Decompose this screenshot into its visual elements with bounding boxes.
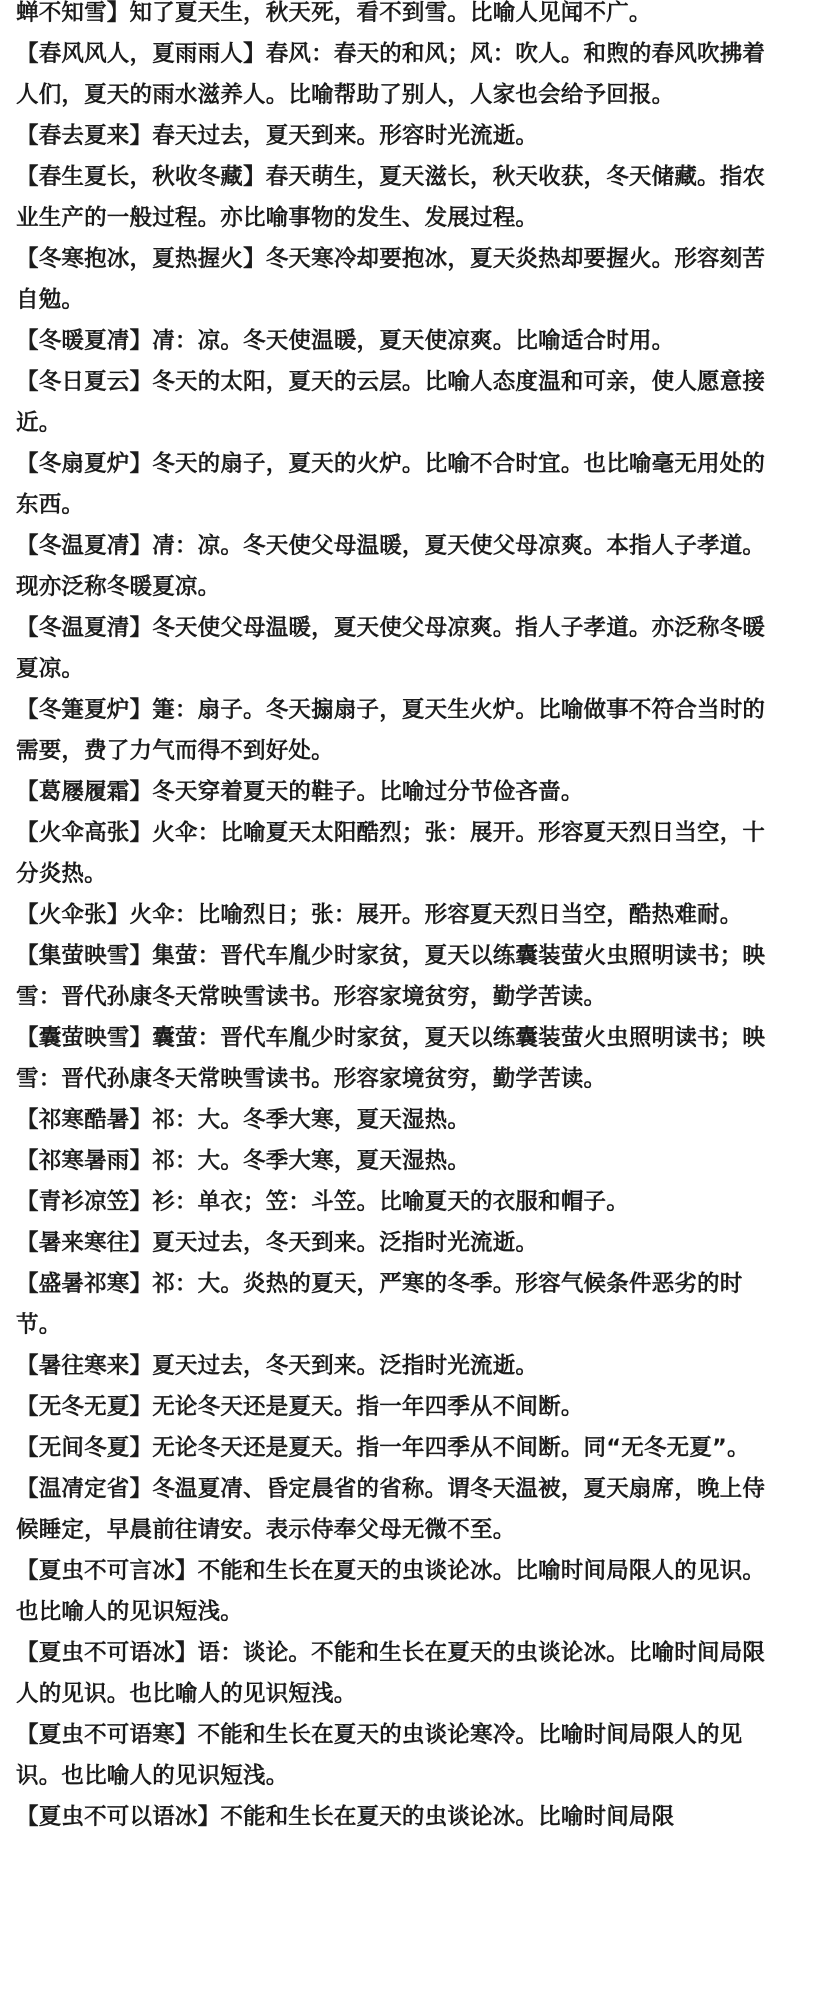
bracket-open: 【	[16, 533, 39, 559]
idiom-definition: 夏天过去，冬天到来。泛指时光流逝。	[152, 1230, 539, 1256]
idiom-term: 囊萤映雪	[38, 1025, 130, 1051]
idiom-definition: 火伞：比喻夏天太阳酷烈；张：展开。形容夏天烈日当空，十分炎热。	[16, 820, 766, 887]
bracket-close: 】	[106, 902, 130, 928]
bracket-close: 】	[129, 615, 153, 641]
idiom-term: 青衫凉笠	[38, 1189, 130, 1215]
bracket-close: 】	[174, 1722, 198, 1748]
bracket-open: 【	[16, 820, 39, 846]
idiom-definition: 囊萤：晋代车胤少时家贫，夏天以练囊装萤火虫照明读书；映雪：晋代孙康冬天常映雪读书。形容家境贫穷，勤学苦读。	[16, 1025, 766, 1092]
idiom-entry	[16, 690, 776, 772]
idiom-entry	[16, 1141, 776, 1182]
bracket-open: 【	[16, 246, 39, 272]
idiom-definition: 冬天寒冷却要抱冰，夏天炎热却要握火。形容刻苦自勉。	[16, 246, 766, 313]
idiom-definition: 冬天的太阳，夏天的云层。比喻人态度温和可亲，使人愿意接近。	[16, 369, 766, 436]
idiom-entry	[16, 895, 776, 936]
bracket-close: 】	[129, 123, 153, 149]
idiom-definition: 祁：大。冬季大寒，夏天湿热。	[152, 1148, 471, 1174]
idiom-entry	[16, 1797, 776, 1838]
idiom-entry	[16, 444, 776, 526]
idiom-term: 冬箑夏炉	[38, 697, 130, 723]
bracket-close: 】	[129, 328, 153, 354]
idiom-definition: 不能和生长在夏天的虫谈论冰。比喻时间局限人的见识。也比喻人的见识短浅。	[16, 1558, 766, 1625]
idiom-definition: 衫：单衣；笠：斗笠。比喻夏天的衣服和帽子。	[152, 1189, 629, 1215]
bracket-open: 【	[16, 1394, 39, 1420]
idiom-entry	[16, 936, 776, 1018]
idiom-definition: 冬天穿着夏天的鞋子。比喻过分节俭吝啬。	[152, 779, 584, 805]
idiom-term: 暑往寒来	[38, 1353, 130, 1379]
idiom-term: 春风风人，夏雨雨人	[38, 41, 244, 67]
bracket-close: 】	[129, 533, 153, 559]
bracket-close: 】	[129, 943, 153, 969]
idiom-definition: 冬温夏凊、昏定晨省的省称。谓冬天温被，夏天扇席，晚上侍候睡定，早晨前往请安。表示侍奉父母无微不至。	[16, 1476, 766, 1543]
idiom-term: 冬暖夏凊	[38, 328, 130, 354]
idiom-definition: 无论冬天还是夏天。指一年四季从不间断。同“无冬无夏”。	[152, 1435, 750, 1461]
idiom-entry	[16, 1551, 776, 1633]
bracket-open: 【	[16, 943, 39, 969]
idiom-definition: 夏天过去，冬天到来。泛指时光流逝。	[152, 1353, 539, 1379]
idiom-term: 冬温夏凊	[38, 533, 130, 559]
bracket-close: 】	[129, 697, 153, 723]
bracket-close: 】	[197, 1804, 221, 1830]
idiom-entry	[16, 1100, 776, 1141]
bracket-open: 【	[16, 902, 39, 928]
bracket-close: 】	[129, 1148, 153, 1174]
idiom-entry	[16, 1715, 776, 1797]
bracket-close: 】	[129, 1107, 153, 1133]
idiom-entry	[16, 608, 776, 690]
idiom-definition: 春天过去，夏天到来。形容时光流逝。	[152, 123, 539, 149]
bracket-open: 【	[16, 1189, 39, 1215]
bracket-open: 【	[16, 1558, 39, 1584]
idiom-entry	[16, 1182, 776, 1223]
idiom-term: 春生夏长，秋收冬藏	[38, 164, 244, 190]
idiom-term: 暑来寒往	[38, 1230, 130, 1256]
idiom-term: 火伞高张	[38, 820, 130, 846]
bracket-open: 【	[16, 1435, 39, 1461]
idiom-term: 春去夏来	[38, 123, 130, 149]
bracket-open: 【	[16, 1025, 39, 1051]
bracket-close: 】	[129, 369, 153, 395]
idiom-term: 冬寒抱冰，夏热握火	[38, 246, 244, 272]
idiom-term: 冬温夏清	[38, 615, 130, 641]
idiom-entry	[16, 1346, 776, 1387]
idiom-definition: 不能和生长在夏天的虫谈论冰。比喻时间局限	[220, 1804, 675, 1830]
idiom-entry	[16, 1018, 776, 1100]
idiom-definition: 不能和生长在夏天的虫谈论寒冷。比喻时间局限人的见识。也比喻人的见识短浅。	[16, 1722, 743, 1789]
bracket-close: 】	[243, 41, 266, 67]
bracket-close: 】	[129, 1394, 153, 1420]
bracket-open: 【	[16, 1148, 39, 1174]
idiom-definition: 语：谈论。不能和生长在夏天的虫谈论冰。比喻时间局限人的见识。也比喻人的见识短浅。	[16, 1640, 766, 1707]
entry-list	[16, 0, 776, 1838]
idiom-term: 夏虫不可语寒	[38, 1722, 175, 1748]
bracket-close: 】	[174, 1640, 198, 1666]
idiom-entry	[16, 1223, 776, 1264]
bracket-close: 】	[129, 1025, 153, 1051]
idiom-definition: 蝉不知雪】知了夏天生，秋天死，看不到雪。比喻人见闻不广。	[16, 0, 652, 26]
bracket-open: 【	[16, 1353, 39, 1379]
idiom-definition: 冬天使父母温暖，夏天使父母凉爽。指人子孝道。亦泛称冬暖夏凉。	[16, 615, 766, 682]
idiom-entry	[16, 1387, 776, 1428]
bracket-close: 】	[129, 1476, 153, 1502]
idiom-definition: 春风：春天的和风；风：吹人。和煦的春风吹拂着人们，夏天的雨水滋养人。比喻帮助了别人，人家也会给予回报。	[16, 41, 766, 108]
idiom-term: 祁寒暑雨	[38, 1148, 130, 1174]
bracket-open: 【	[16, 779, 39, 805]
bracket-open: 【	[16, 369, 39, 395]
bracket-open: 【	[16, 1640, 39, 1666]
bracket-close: 】	[129, 1353, 153, 1379]
bracket-open: 【	[16, 1107, 39, 1133]
idiom-entry	[16, 1428, 776, 1469]
idiom-term: 火伞张	[38, 902, 107, 928]
idiom-definition: 集萤：晋代车胤少时家贫，夏天以练囊装萤火虫照明读书；映雪：晋代孙康冬天常映雪读书。形容家境贫穷，勤学苦读。	[16, 943, 766, 1010]
idiom-definition: 凊：凉。冬天使父母温暖，夏天使父母凉爽。本指人子孝道。现亦泛称冬暖夏凉。	[16, 533, 766, 600]
idiom-definition: 春天萌生，夏天滋长，秋天收获，冬天储藏。指农业生产的一般过程。亦比喻事物的发生、发展过程。	[16, 164, 766, 231]
bracket-open: 【	[16, 1722, 39, 1748]
bracket-open: 【	[16, 451, 39, 477]
bracket-close: 】	[243, 246, 266, 272]
idiom-entry	[16, 157, 776, 239]
idiom-entry	[16, 239, 776, 321]
bracket-open: 【	[16, 41, 39, 67]
bracket-open: 【	[16, 1271, 39, 1297]
bracket-open: 【	[16, 697, 39, 723]
bracket-close: 】	[174, 1558, 198, 1584]
bracket-open: 【	[16, 1230, 39, 1256]
bracket-open: 【	[16, 164, 39, 190]
idiom-entry	[16, 0, 776, 34]
idiom-term: 冬扇夏炉	[38, 451, 130, 477]
bracket-open: 【	[16, 1804, 39, 1830]
idiom-entry	[16, 1469, 776, 1551]
bracket-open: 【	[16, 123, 39, 149]
idiom-definition: 冬天的扇子，夏天的火炉。比喻不合时宜。也比喻毫无用处的东西。	[16, 451, 766, 518]
bracket-close: 】	[243, 164, 266, 190]
bracket-open: 【	[16, 328, 39, 354]
idiom-entry	[16, 772, 776, 813]
idiom-term: 夏虫不可以语冰	[38, 1804, 198, 1830]
idiom-term: 夏虫不可言冰	[38, 1558, 175, 1584]
idiom-term: 无冬无夏	[38, 1394, 130, 1420]
bracket-close: 】	[129, 1189, 153, 1215]
idiom-entry	[16, 526, 776, 608]
idiom-term: 冬日夏云	[38, 369, 130, 395]
bracket-close: 】	[129, 1230, 153, 1256]
idiom-entry	[16, 34, 776, 116]
bracket-open: 【	[16, 1476, 39, 1502]
idiom-term: 夏虫不可语冰	[38, 1640, 175, 1666]
bracket-close: 】	[129, 1435, 153, 1461]
bracket-open: 【	[16, 615, 39, 641]
idiom-entry	[16, 321, 776, 362]
idiom-term: 盛暑祁寒	[38, 1271, 130, 1297]
idiom-entry	[16, 813, 776, 895]
idiom-definition: 祁：大。冬季大寒，夏天湿热。	[152, 1107, 471, 1133]
idiom-term: 葛屦履霜	[38, 779, 130, 805]
idiom-entry	[16, 1264, 776, 1346]
idiom-term: 无间冬夏	[38, 1435, 130, 1461]
bracket-close: 】	[129, 779, 153, 805]
bracket-close: 】	[129, 1271, 153, 1297]
idiom-term: 祁寒酷暑	[38, 1107, 130, 1133]
idiom-definition: 祁：大。炎热的夏天，严寒的冬季。形容气候条件恶劣的时节。	[16, 1271, 743, 1338]
idiom-definition: 火伞：比喻烈日；张：展开。形容夏天烈日当空，酷热难耐。	[129, 902, 743, 928]
idiom-entry	[16, 1633, 776, 1715]
idiom-definition: 箑：扇子。冬天搧扇子，夏天生火炉。比喻做事不符合当时的需要，费了力气而得不到好处。	[16, 697, 766, 764]
bracket-close: 】	[129, 451, 153, 477]
idiom-entry	[16, 362, 776, 444]
bracket-close: 】	[129, 820, 153, 846]
idiom-definition: 无论冬天还是夏天。指一年四季从不间断。	[152, 1394, 584, 1420]
idiom-term: 温凊定省	[38, 1476, 130, 1502]
idiom-term: 集萤映雪	[38, 943, 130, 969]
idiom-entry	[16, 116, 776, 157]
idiom-definition: 凊：凉。冬天使温暖，夏天使凉爽。比喻适合时用。	[152, 328, 675, 354]
